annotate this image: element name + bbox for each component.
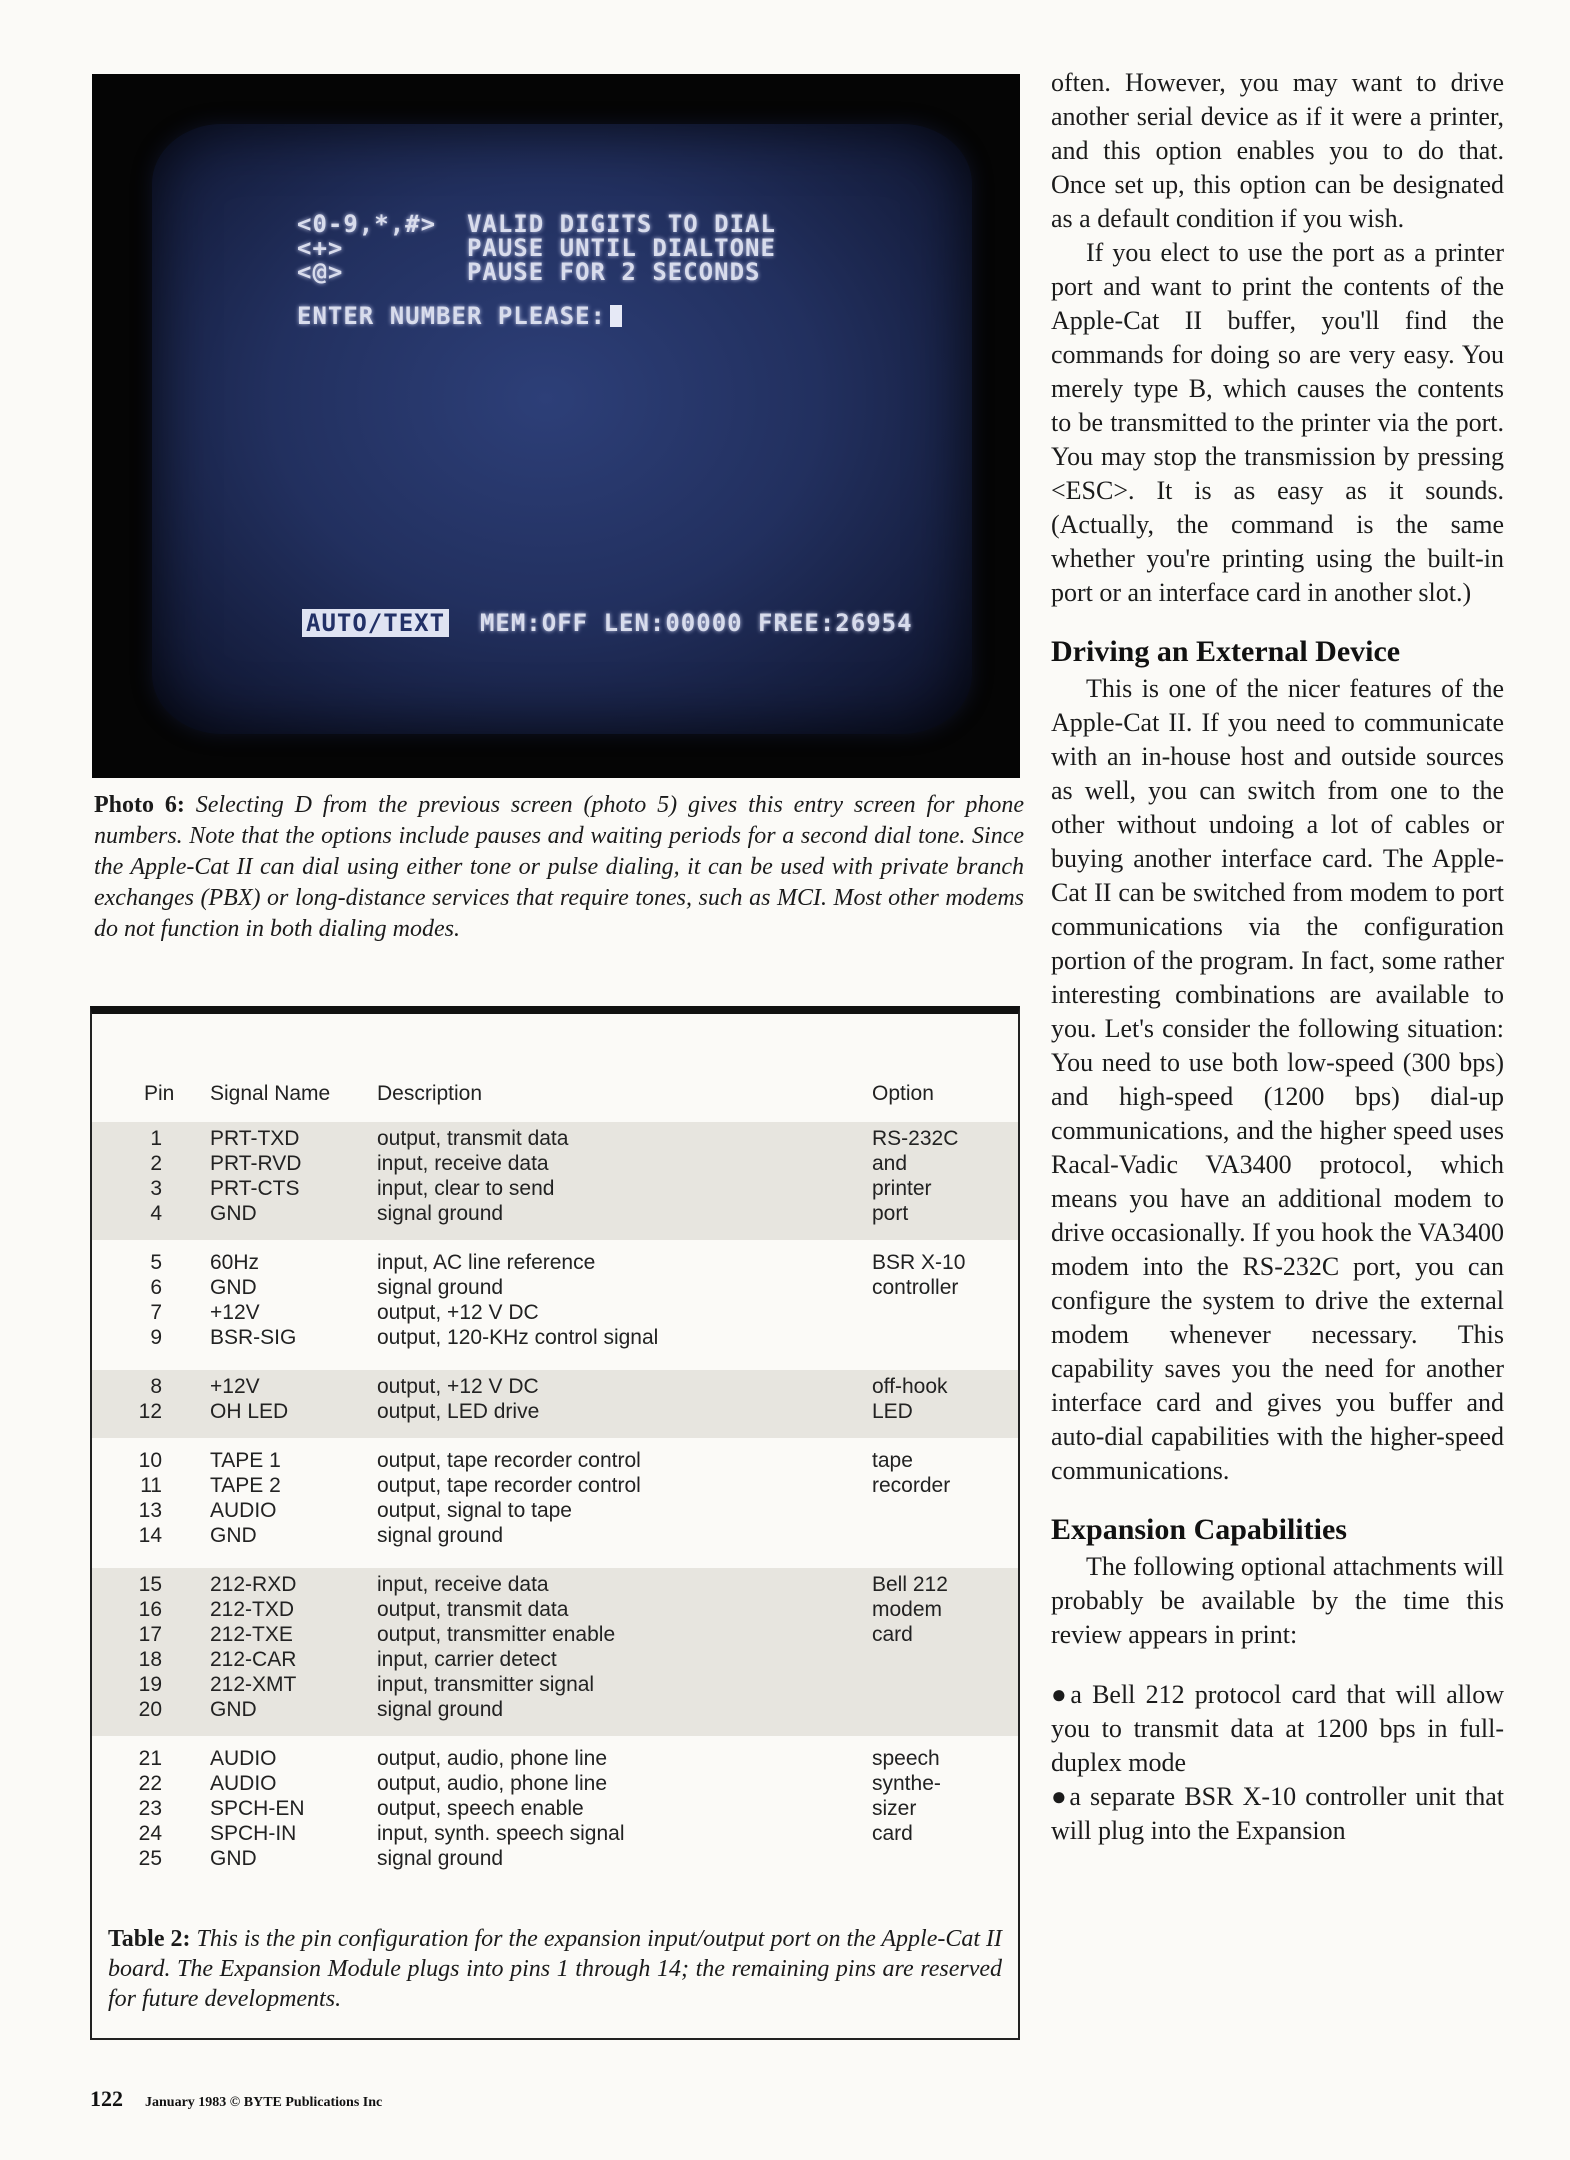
status-len-free: LEN:00000 FREE:26954 [603,609,913,637]
option-label: off-hook LED [872,1375,948,1423]
paragraph-1: often. However, you may want to drive another serial device as if it were a printer, and this option enables you to do that. Once set up, this option can be designated as a default condition if you wish. [1051,68,1504,233]
pin-description: signal ground [377,1847,504,1870]
photo-caption-label: Photo 6: [94,792,185,818]
signal-name: 212-TXD [210,1598,295,1621]
pin-description: input, synth. speech signal [377,1822,625,1845]
signal-name: GND [210,1276,257,1299]
pin-number: 3 [150,1177,162,1200]
signal-name: 212-TXE [210,1623,293,1646]
pin-number: 23 [138,1797,162,1820]
crt-display [152,124,972,734]
pin-number: 24 [138,1822,162,1845]
option-label: RS-232C and printer port [872,1127,959,1225]
pin-group [92,1568,1018,1736]
pin-number: 15 [138,1573,162,1596]
signal-name: PRT-CTS [210,1177,300,1200]
signal-name: GND [210,1524,257,1547]
pin-number: 13 [138,1499,162,1522]
bullet-item-1 [1051,1678,1504,1780]
signal-name: +12V [210,1301,260,1324]
pin-description: output, +12 V DC [377,1301,539,1324]
bullet-item-2 [1051,1780,1504,1848]
pin-number: 1 [150,1127,162,1150]
table-row [92,1846,1018,1871]
footer-credit: January 1983 © BYTE Publications Inc [145,2095,383,2110]
pin-description: signal ground [377,1698,504,1721]
pin-number: 25 [138,1847,162,1870]
paragraph-3: This is one of the nicer features of the Apple-Cat II. If you need to communicate with an in-house host and outside sources as well, you can switch from one to the other without undoing a lot of cables or buying another interface card. The Apple-Cat II can be switched from modem to port communications via the configuration portion of the program. In fact, some rather interesting combinations are available to you. Let's consider the following situation: You need to use both low-speed (300 bps) and high-speed (1200 bps) dial-up communications, and the higher speed uses Racal-Vadic VA3400 protocol, which means you have an additional modem to drive occasionally. If you hook the VA3400 modem into the RS-232C port, you can configure the system to drive the external modem whenever necessary. This capability saves you the need for another interface card and gives you buffer and auto-dial capabilities with the higher-speed communications. [1051,674,1504,1485]
page-footer [90,2086,382,2112]
pin-description: signal ground [377,1202,504,1225]
table-row [92,1647,1018,1672]
pin-description: signal ground [377,1524,504,1547]
pin-description: input, transmitter signal [377,1673,595,1696]
bullet-text: a separate BSR X-10 controller unit that will plug into the Expansion [1051,1782,1504,1845]
photo-caption-text: Selecting D from the previous screen (photo 5) gives this entry screen for phone numbers. Note that the options include pauses and waiting periods for a second dial tone. Since the Apple-Cat II can dial using either tone or pulse dialing, it can be used with private branch exchanges (PBX) or long-distance services that require tones, such as MCI. Most other modems do not function in both dialing modes. [94,792,1025,942]
pin-number: 18 [138,1648,162,1671]
pin-number: 20 [138,1698,162,1721]
bullet-text: a Bell 212 protocol card that will allow you to transmit data at 1200 bps in full-duplex mode [1051,1680,1504,1777]
pin-group [92,1122,1018,1240]
status-mem: MEM:OFF [479,609,589,637]
pin-number: 4 [150,1202,162,1225]
signal-name: AUDIO [210,1499,277,1522]
pin-description: output, +12 V DC [377,1375,539,1398]
pin-number: 6 [150,1276,162,1299]
signal-name: SPCH-IN [210,1822,297,1845]
table-header [92,1082,1018,1112]
pin-number: 11 [140,1474,162,1497]
text-cursor [610,305,622,327]
option-label: speech synthe- sizer card [872,1747,941,1845]
header-option: Option [872,1082,934,1105]
signal-name: 60Hz [210,1251,260,1274]
pin-group [92,1444,1018,1562]
pin-description: signal ground [377,1276,504,1299]
table-row [92,1523,1018,1548]
paragraph-4: The following optional attachments will probably be available by the time this review appears in print: [1051,1552,1504,1649]
pin-number: 10 [138,1449,162,1472]
signal-name: GND [210,1847,257,1870]
option-label: tape recorder [872,1449,951,1497]
pin-description: output, transmit data [377,1598,569,1621]
pin-group [92,1246,1018,1364]
pin-number: 16 [138,1598,162,1621]
screen-line-1: <0-9,*,#> VALID DIGITS TO DIAL [297,210,776,238]
pin-description: output, tape recorder control [377,1449,641,1472]
table-caption [108,1924,1002,2014]
heading-expansion-capabilities: Expansion Capabilities [1051,1513,1347,1546]
header-description: Description [377,1082,483,1105]
screen-prompt [297,302,622,330]
header-pin: Pin [144,1082,175,1105]
bullet-dot: ● [1051,1680,1071,1709]
table-caption-text: This is the pin configuration for the expansion input/output port on the Apple-Cat II board. The Expansion Module plugs into pins 1 through 14; the remaining pins are reserved for future developments. [108,1926,1002,2012]
pin-description: input, receive data [377,1573,549,1596]
pin-group [92,1742,1018,1885]
bullet-dot: ● [1051,1782,1070,1811]
pin-description: output, speech enable [377,1797,584,1820]
screen-line-2: <+> PAUSE UNTIL DIALTONE [297,234,776,262]
article-right-column [1051,66,1504,1848]
signal-name: TAPE 1 [210,1449,281,1472]
signal-name: AUDIO [210,1747,277,1770]
prompt-text: ENTER NUMBER PLEASE: [297,302,606,330]
signal-name: 212-CAR [210,1648,297,1671]
signal-name: 212-XMT [210,1673,297,1696]
signal-name: SPCH-EN [210,1797,305,1820]
signal-name: TAPE 2 [210,1474,281,1497]
pin-table-box [90,1006,1020,2040]
pin-number: 2 [150,1152,162,1175]
signal-name: +12V [210,1375,260,1398]
pin-number: 7 [150,1301,162,1324]
pin-description: input, receive data [377,1152,549,1175]
signal-name: PRT-TXD [210,1127,300,1150]
status-auto-text: AUTO/TEXT [302,609,449,637]
pin-description: output, transmit data [377,1127,569,1150]
option-label: Bell 212 modem card [872,1573,948,1646]
signal-name: OH LED [210,1400,289,1423]
pin-number: 19 [138,1673,162,1696]
pin-description: input, clear to send [377,1177,555,1200]
heading-driving-external-device: Driving an External Device [1051,635,1401,668]
table-caption-label: Table 2: [108,1926,191,1952]
table-row [92,1672,1018,1697]
table-row [92,1498,1018,1523]
option-label: BSR X-10 controller [872,1251,966,1299]
signal-name: PRT-RVD [210,1152,302,1175]
pin-description: output, 120-KHz control signal [377,1326,659,1349]
pin-description: output, LED drive [377,1400,540,1423]
page-number: 122 [90,2086,123,2111]
pin-description: output, audio, phone line [377,1747,608,1770]
pin-description: output, audio, phone line [377,1772,608,1795]
photo-caption [94,790,1024,945]
signal-name: GND [210,1202,257,1225]
pin-number: 21 [138,1747,162,1770]
pin-number: 5 [150,1251,162,1274]
pin-number: 14 [138,1524,162,1547]
pin-description: output, transmitter enable [377,1623,616,1646]
signal-name: BSR-SIG [210,1326,297,1349]
status-line [302,609,913,637]
pin-number: 17 [138,1623,162,1646]
table-row [92,1300,1018,1325]
table-row [92,1697,1018,1722]
signal-name: 212-RXD [210,1573,297,1596]
signal-name: AUDIO [210,1772,277,1795]
signal-name: GND [210,1698,257,1721]
pin-number: 22 [138,1772,162,1795]
table-row [92,1325,1018,1350]
header-signal-name: Signal Name [210,1082,331,1105]
pin-number: 9 [150,1326,162,1349]
pin-number: 12 [138,1400,162,1423]
paragraph-2: If you elect to use the port as a printer port and want to print the contents of the Apple-Cat II buffer, you'll find the commands for doing so are very easy. You merely type B, which causes the contents to be transmitted to the printer via the port. You may stop the transmission by pressing <ESC>. It is as easy as it sounds. (Actually, the command is the same whether you're printing using the built-in port or an interface card in another slot.) [1051,238,1504,607]
screen-line-3: <@> PAUSE FOR 2 SECONDS [297,258,761,286]
pin-description: input, AC line reference [377,1251,596,1274]
pin-number: 8 [150,1375,162,1398]
pin-group [92,1370,1018,1438]
pin-description: output, tape recorder control [377,1474,641,1497]
photo-crt-screen [92,74,1020,778]
pin-description: input, carrier detect [377,1648,557,1671]
pin-description: output, signal to tape [377,1499,572,1522]
